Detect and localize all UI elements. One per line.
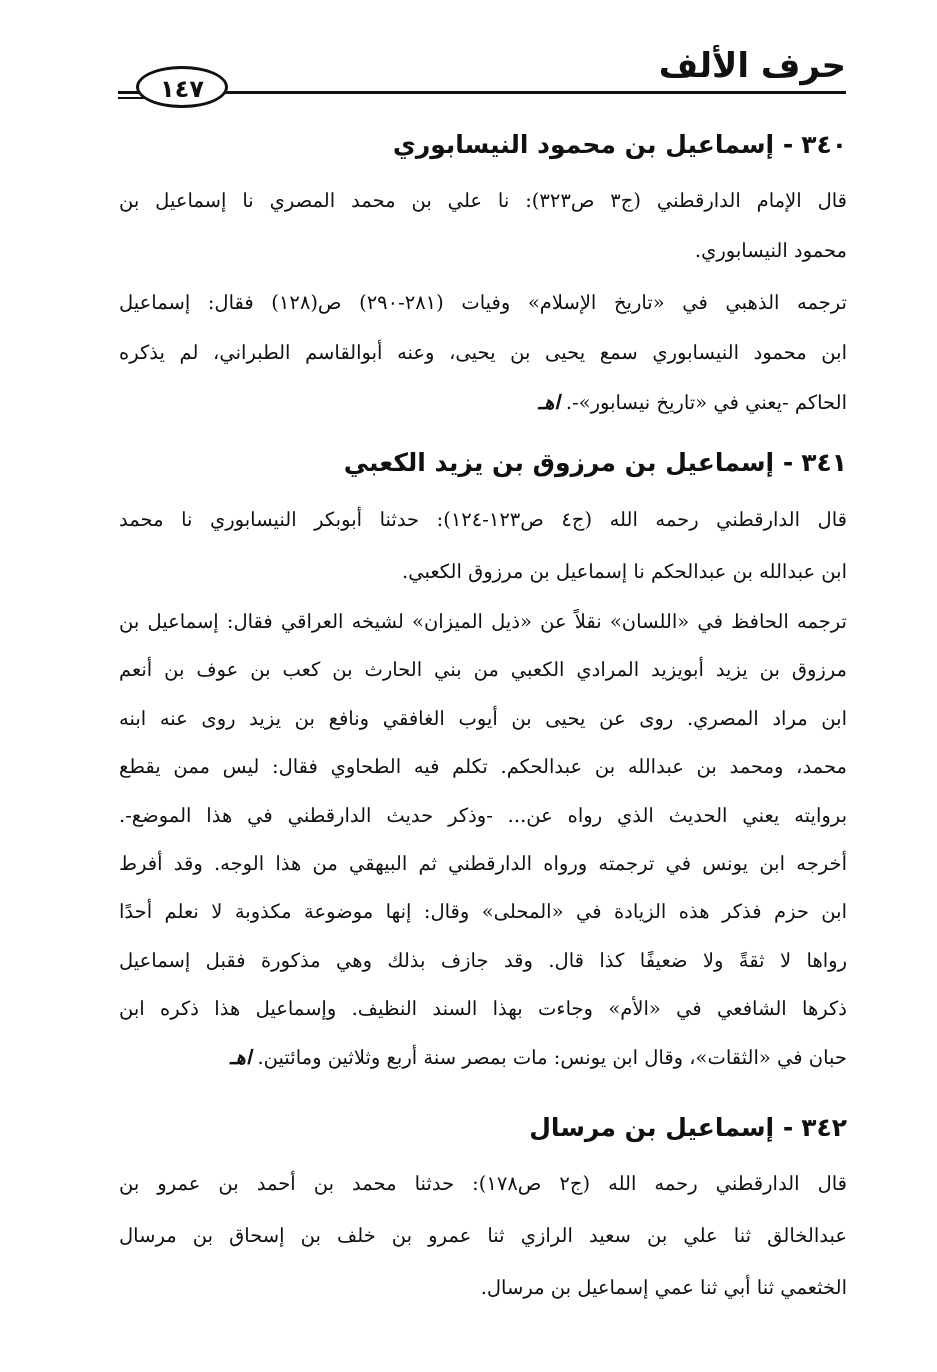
paragraph xyxy=(119,176,847,276)
text-line: قال الإمام الدارقطني (ج٣ ص٣٢٣): نا علي بن محمد المصري نا إسماعيل بن xyxy=(119,189,847,212)
text-line: ترجمه الذهبي في «تاريخ الإسلام» وفيات (٢٨١-٢٩٠) ص(١٢٨) فقال: إسماعيل xyxy=(119,291,847,314)
text-line: بروايته يعني الحديث الذي رواه عن... -وذكر حديث الدارقطني في هذا الموضع-. xyxy=(119,803,847,827)
text-line xyxy=(119,378,847,428)
paragraph xyxy=(119,494,847,598)
end-mark: اهـ xyxy=(229,1045,252,1069)
text-line: ترجمه الحافظ في «اللسان» نقلاً عن «ذيل الميزان» لشيخه العراقي فقال: إسماعيل بن xyxy=(119,610,847,633)
text-line: ذكرها الشافعي في «الأم» وجاءت بهذا السند النظيف. وإسماعيل هذا ذكره ابن xyxy=(119,997,847,1021)
text-line: ابن عبدالله بن عبدالحكم نا إسماعيل بن مرزوق الكعبي. xyxy=(402,560,847,583)
text-line: ابن مراد المصري. روى عن يحيى بن أيوب الغافقي ونافع بن يزيد روى عنه ابنه xyxy=(119,706,847,730)
text-line: قال الدارقطني رحمه الله (ج٢ ص١٧٨): حدثنا محمد بن أحمد بن عمرو بن xyxy=(119,1172,847,1195)
text-line: محمود النيسابوري. xyxy=(694,239,847,262)
paragraph xyxy=(119,598,847,1082)
paragraph xyxy=(119,1158,847,1314)
entry-number: ٣٤١ xyxy=(801,448,847,477)
entry-number: ٣٤٢ xyxy=(801,1113,847,1142)
entry-separator: - xyxy=(774,130,794,159)
paragraph xyxy=(119,278,847,428)
header-rule xyxy=(118,91,846,94)
text-line xyxy=(119,1034,847,1082)
entry-name: إسماعيل بن مرسال xyxy=(529,1113,775,1142)
chapter-title: حرف الألف xyxy=(658,46,846,86)
entry-title xyxy=(344,448,847,477)
text-line: رواها لا ثقةً ولا ضعيفًا كذا قال. وقد جازف بذلك وهي مذكورة فقبل إسماعيل xyxy=(119,948,847,972)
page-header xyxy=(118,44,846,104)
end-mark: اهـ xyxy=(538,391,560,414)
text-line: محمد، ومحمد بن عبدالله بن عبدالحكم. تكلم فيه الطحاوي فقال: ليس ممن يقطع xyxy=(119,755,847,779)
entry-name: إسماعيل بن محمود النيسابوري xyxy=(392,130,775,159)
entry-number: ٣٤٠ xyxy=(801,130,847,159)
entry-separator: - xyxy=(774,448,794,477)
text-line: قال الدارقطني رحمه الله (ج٤ ص١٢٣-١٢٤): حدثنا أبوبكر النيسابوري نا محمد xyxy=(119,508,847,531)
entry-title xyxy=(529,1113,847,1142)
entry-name: إسماعيل بن مرزوق بن يزيد الكعبي xyxy=(343,448,775,477)
text-line: ابن حزم فذكر هذه الزيادة في «المحلى» وقال: إنها موضوعة مكذوبة لا نعلم أحدًا xyxy=(119,900,847,924)
text-line: الخثعمي ثنا أبي ثنا عمي إسماعيل بن مرسال. xyxy=(480,1276,847,1299)
text-line: ابن محمود النيسابوري سمع يحيى بن يحيى، وعنه أبوالقاسم الطبراني، لم يذكره xyxy=(119,341,847,364)
text-line: عبدالخالق ثنا علي بن سعيد الرازي ثنا عمرو بن خلف بن إسحاق بن مرسال xyxy=(119,1224,847,1247)
text-line-content: حبان في «الثقات»، وقال ابن يونس: مات بمصر سنة أربع وثلاثين ومائتين. xyxy=(257,1045,847,1069)
text-line: أخرجه ابن يونس في ترجمته ورواه الدارقطني ثم البيهقي من هذا الوجه. وقد أفرط xyxy=(119,852,847,876)
text-line: مرزوق بن يزيد أبويزيد المرادي الكعبي من بني الحارث بن كعب بن عوف بن أنعم xyxy=(119,658,847,682)
text-line-content: الحاكم -يعني في «تاريخ نيسابور»-. xyxy=(565,391,847,414)
page-number: ١٤٧ xyxy=(136,66,228,108)
entry-title xyxy=(393,130,847,159)
entry-separator: - xyxy=(774,1113,794,1142)
